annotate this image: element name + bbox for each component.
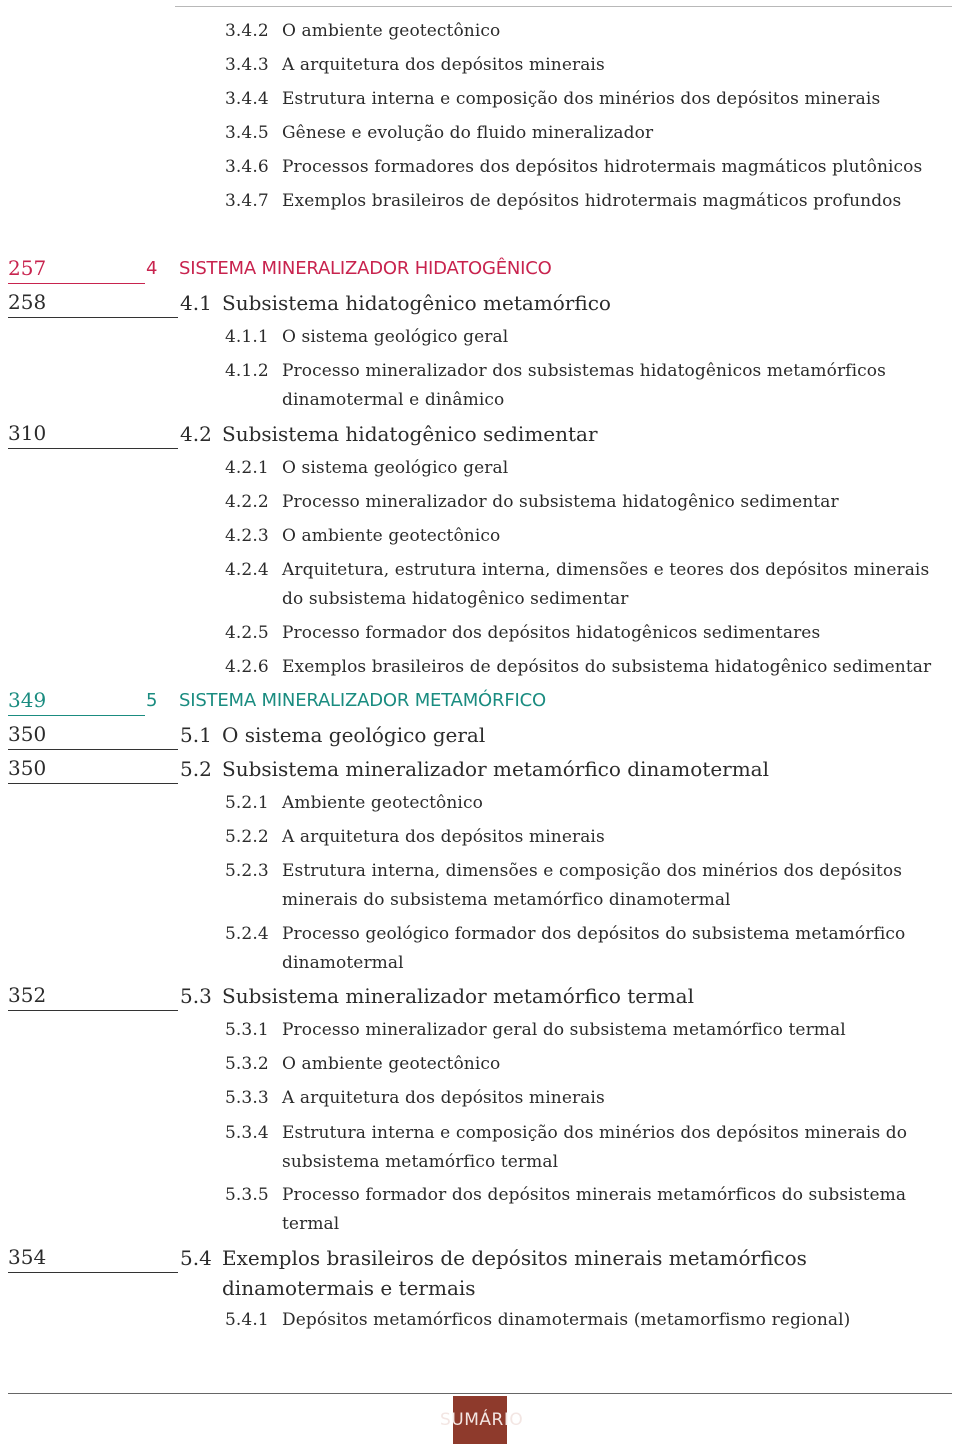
entry-number: 3.4.6 xyxy=(225,157,269,177)
entry-number: 4.2.5 xyxy=(225,623,269,643)
toc-entry-3-4-3[interactable] xyxy=(225,51,953,80)
entry-title: Processo formador dos depósitos minerais metamórficos do subsistema termal xyxy=(282,1185,907,1234)
entry-title: Arquitetura, estrutura interna, dimensões e teores dos depósitos minerais do subsistema hidatogênico sedimentar xyxy=(282,560,930,609)
toc-section-4-2[interactable] xyxy=(8,419,953,449)
section-page-number: 310 xyxy=(8,419,178,449)
entry-number: 4.2.3 xyxy=(225,526,269,546)
entry-number: 3.4.4 xyxy=(225,89,269,109)
chapter-page-number: 349 xyxy=(8,686,145,716)
section-page-number: 352 xyxy=(8,981,178,1011)
chapter-number: 4 xyxy=(146,258,158,279)
top-rule xyxy=(175,6,952,7)
entry-title: Processo mineralizador dos subsistemas hidatogênicos metamórficos dinamotermal e dinâmico xyxy=(282,361,886,410)
entry-number: 5.2.4 xyxy=(225,924,269,944)
chapter-number: 5 xyxy=(146,690,158,711)
toc-section-5-1[interactable] xyxy=(8,720,953,750)
entry-number: 5.2.2 xyxy=(225,827,269,847)
chapter-title: SISTEMA MINERALIZADOR HIDATOGÊNICO xyxy=(179,258,552,279)
toc-section-5-2[interactable] xyxy=(8,754,953,784)
section-number: 5.3 xyxy=(180,984,212,1008)
entry-title: Processo mineralizador geral do subsistema metamórfico termal xyxy=(282,1020,846,1040)
toc-entry-5-3-3[interactable] xyxy=(225,1084,953,1113)
toc-entry-5-2-3[interactable] xyxy=(225,857,953,915)
entry-title: Exemplos brasileiros de depósitos hidrotermais magmáticos profundos xyxy=(282,191,902,211)
section-number: 4.1 xyxy=(180,291,212,315)
section-title: Exemplos brasileiros de depósitos minerais metamórficos dinamotermais e termais xyxy=(222,1246,807,1300)
toc-entry-5-3-2[interactable] xyxy=(225,1050,953,1079)
entry-title: O sistema geológico geral xyxy=(282,327,509,347)
toc-entry-3-4-5[interactable] xyxy=(225,119,953,148)
entry-title: A arquitetura dos depósitos minerais xyxy=(282,827,605,847)
toc-entry-5-3-5[interactable] xyxy=(225,1181,953,1239)
entry-number: 3.4.5 xyxy=(225,123,269,143)
section-page-number: 350 xyxy=(8,754,178,784)
toc-entry-4-2-3[interactable] xyxy=(225,522,953,551)
entry-number: 5.4.1 xyxy=(225,1310,269,1330)
toc-entry-4-1-2[interactable] xyxy=(225,357,953,415)
entry-title: Estrutura interna e composição dos minérios dos depósitos minerais xyxy=(282,89,881,109)
entry-title: Processos formadores dos depósitos hidrotermais magmáticos plutônicos xyxy=(282,157,923,177)
chapter-title: SISTEMA MINERALIZADOR METAMÓRFICO xyxy=(179,690,546,711)
toc-entry-5-2-1[interactable] xyxy=(225,789,953,818)
entry-title: Estrutura interna e composição dos minérios dos depósitos minerais do subsistema metamórfico termal xyxy=(282,1123,908,1172)
toc-entry-4-1-1[interactable] xyxy=(225,323,953,352)
entry-number: 5.3.1 xyxy=(225,1020,269,1040)
toc-entry-5-2-2[interactable] xyxy=(225,823,953,852)
entry-number: 4.2.1 xyxy=(225,458,269,478)
toc-section-5-4[interactable] xyxy=(8,1243,953,1301)
section-page-number: 258 xyxy=(8,288,178,318)
sumario-label: SUMÁRIO xyxy=(440,1410,524,1430)
toc-entry-3-4-2[interactable] xyxy=(225,17,953,46)
toc-entry-4-2-2[interactable] xyxy=(225,488,953,517)
entry-number: 4.1.1 xyxy=(225,327,269,347)
entry-title: Processo geológico formador dos depósitos do subsistema metamórfico dinamotermal xyxy=(282,924,906,973)
entry-number: 5.3.3 xyxy=(225,1088,269,1108)
chapter-heading-4[interactable] xyxy=(8,254,953,284)
toc-section-5-3[interactable] xyxy=(8,981,953,1011)
entry-number: 4.2.6 xyxy=(225,657,269,677)
section-number: 5.1 xyxy=(180,723,212,747)
toc-entry-5-3-1[interactable] xyxy=(225,1016,953,1045)
entry-title: Exemplos brasileiros de depósitos do subsistema hidatogênico sedimentar xyxy=(282,657,932,677)
toc-entry-3-4-6[interactable] xyxy=(225,153,953,182)
toc-entry-4-2-1[interactable] xyxy=(225,454,953,483)
toc-entry-3-4-4[interactable] xyxy=(225,85,953,114)
toc-entry-4-2-5[interactable] xyxy=(225,619,953,648)
entry-number: 5.3.5 xyxy=(225,1185,269,1205)
entry-title: A arquitetura dos depósitos minerais xyxy=(282,55,605,75)
section-title: O sistema geológico geral xyxy=(222,723,486,747)
entry-number: 3.4.7 xyxy=(225,191,269,211)
entry-number: 4.1.2 xyxy=(225,361,269,381)
section-title: Subsistema mineralizador metamórfico dinamotermal xyxy=(222,757,770,781)
entry-title: Depósitos metamórficos dinamotermais (metamorfismo regional) xyxy=(282,1310,851,1330)
toc-entry-4-2-4[interactable] xyxy=(225,556,953,614)
section-number: 4.2 xyxy=(180,422,212,446)
entry-title: O ambiente geotectônico xyxy=(282,1054,501,1074)
entry-number: 5.3.4 xyxy=(225,1123,269,1143)
entry-title: Ambiente geotectônico xyxy=(282,793,483,813)
entry-title: A arquitetura dos depósitos minerais xyxy=(282,1088,605,1108)
entry-number: 3.4.3 xyxy=(225,55,269,75)
entry-title: Processo mineralizador do subsistema hidatogênico sedimentar xyxy=(282,492,839,512)
entry-title: Estrutura interna, dimensões e composição dos minérios dos depósitos minerais do subsistema metamórfico dinamotermal xyxy=(282,861,903,910)
section-title: Subsistema hidatogênico sedimentar xyxy=(222,422,598,446)
section-number: 5.2 xyxy=(180,757,212,781)
entry-title: O ambiente geotectônico xyxy=(282,526,501,546)
section-number: 5.4 xyxy=(180,1246,212,1270)
entry-title: O ambiente geotectônico xyxy=(282,21,501,41)
toc-entry-4-2-6[interactable] xyxy=(225,653,953,682)
entry-number: 4.2.4 xyxy=(225,560,269,580)
entry-number: 5.2.3 xyxy=(225,861,269,881)
entry-title: Processo formador dos depósitos hidatogênicos sedimentares xyxy=(282,623,821,643)
toc-entry-3-4-7[interactable] xyxy=(225,187,953,216)
toc-entry-5-4-1[interactable] xyxy=(225,1306,953,1335)
section-title: Subsistema mineralizador metamórfico termal xyxy=(222,984,694,1008)
entry-number: 5.3.2 xyxy=(225,1054,269,1074)
toc-section-4-1[interactable] xyxy=(8,288,953,318)
entry-title: O sistema geológico geral xyxy=(282,458,509,478)
toc-entry-5-3-4[interactable] xyxy=(225,1119,953,1177)
entry-title: Gênese e evolução do fluido mineralizador xyxy=(282,123,654,143)
entry-number: 3.4.2 xyxy=(225,21,269,41)
section-page-number: 350 xyxy=(8,720,178,750)
chapter-page-number: 257 xyxy=(8,254,145,284)
section-page-number: 354 xyxy=(8,1243,178,1273)
entry-number: 4.2.2 xyxy=(225,492,269,512)
footer-rule xyxy=(8,1393,952,1394)
toc-entry-5-2-4[interactable] xyxy=(225,920,953,978)
sumario-button[interactable] xyxy=(440,1396,524,1444)
chapter-heading-5[interactable] xyxy=(8,686,953,716)
entry-number: 5.2.1 xyxy=(225,793,269,813)
section-title: Subsistema hidatogênico metamórfico xyxy=(222,291,611,315)
